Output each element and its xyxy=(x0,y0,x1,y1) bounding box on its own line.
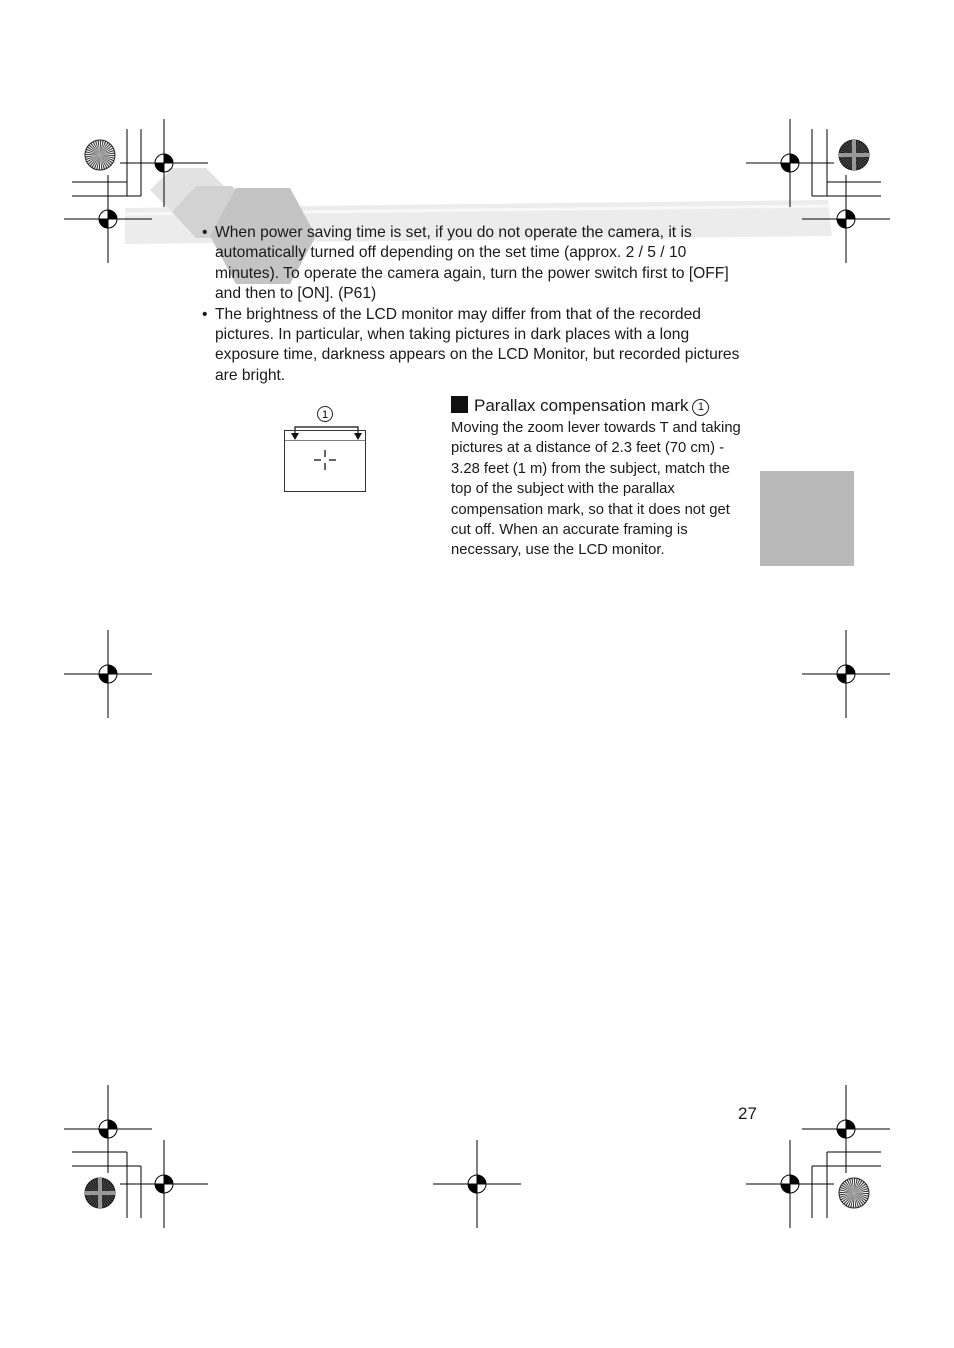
parallax-heading xyxy=(451,395,751,417)
crosshair-mark-icon xyxy=(64,1085,152,1173)
parallax-title: Parallax compensation mark xyxy=(474,396,689,415)
sunburst-target-icon xyxy=(839,1178,869,1208)
sunburst-target-icon xyxy=(85,1178,115,1208)
sunburst-target-icon xyxy=(85,140,115,170)
heading-square-icon xyxy=(451,396,468,413)
crosshair-mark-icon xyxy=(433,1140,521,1228)
page-number: 27 xyxy=(738,1104,757,1123)
arrow-left-icon xyxy=(291,433,299,440)
heading-callout-number: 1 xyxy=(692,399,709,416)
callout-number: 1 xyxy=(321,409,329,421)
note-power-saving: • When power saving time is set, if you do not operate the camera, it is automatically turned off depending on the set time (approx. 2 / 5 / 10 minutes). To operate the camera again, turn the power switch first to [OFF] and then to [ON]. (P61) xyxy=(202,223,747,305)
crosshair-mark-icon xyxy=(64,175,152,263)
crosshair-mark-icon xyxy=(746,119,834,207)
crosshair-mark-icon xyxy=(120,119,208,207)
note-lcd-brightness: • The brightness of the LCD monitor may differ from that of the recorded pictures. In particular, when taking pictures in dark places with a long exposure time, darkness appears on the LCD Monitor, but recorded pictures are bright. xyxy=(202,305,747,387)
crosshair-mark-icon xyxy=(802,1085,890,1173)
parallax-description: Moving the zoom lever towards T and taking pictures at a distance of 2.3 feet (70 cm) - 3.28 feet (1 m) from the subject, match the top of the subject with the parallax compensation mark, so that it does not get cut off. When an accurate framing is necessary, use the LCD monitor. xyxy=(451,420,741,559)
center-crosshair-icon xyxy=(314,450,336,470)
crosshair-mark-icon xyxy=(746,1140,834,1228)
sunburst-target-icon xyxy=(839,140,869,170)
side-index-tab xyxy=(760,471,854,566)
crosshair-mark-icon xyxy=(120,1140,208,1228)
parallax-figure xyxy=(278,400,378,500)
crosshair-mark-icon xyxy=(802,630,890,718)
viewfinder-frame xyxy=(285,431,366,492)
arrow-right-icon xyxy=(354,433,362,440)
notes-list xyxy=(202,223,747,386)
crosshair-mark-icon xyxy=(802,175,890,263)
crosshair-mark-icon xyxy=(64,630,152,718)
parallax-bracket xyxy=(295,427,358,436)
